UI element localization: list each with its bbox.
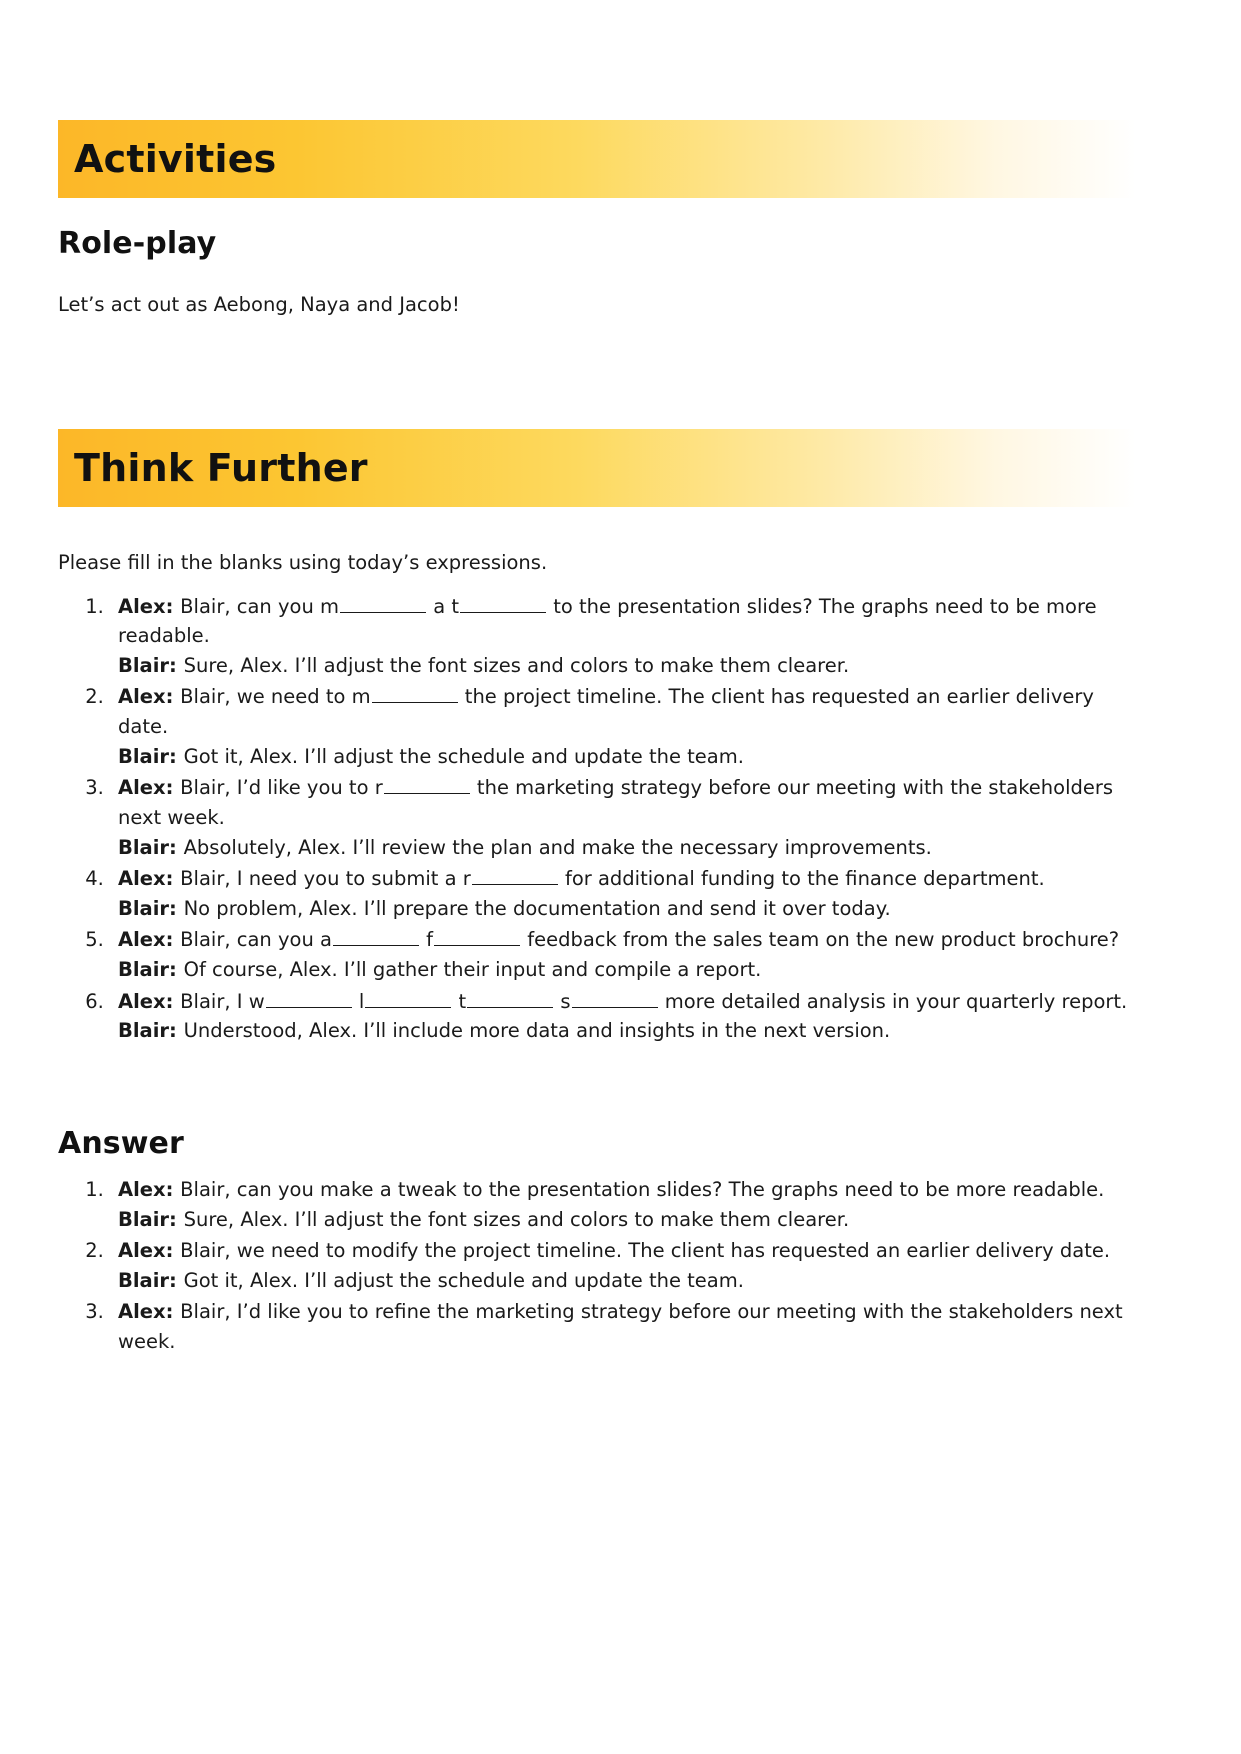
alex-line: 4. Alex: Blair, I need you to submit a r for additional funding to the finance department. xyxy=(118,867,1045,891)
speaker-label-blair: Blair: xyxy=(118,958,184,982)
think-further-item xyxy=(110,987,1136,1046)
fill-in-blank[interactable] xyxy=(460,593,546,613)
speaker-label-blair: Blair: xyxy=(118,1207,184,1231)
speaker-label-blair: Blair: xyxy=(118,896,184,920)
alex-line: 1. Alex: Blair, can you m a t to the presentation slides? The graphs need to be more readable. xyxy=(118,594,1097,648)
fill-in-blank[interactable] xyxy=(572,988,658,1008)
fill-in-blank[interactable] xyxy=(333,927,419,947)
think-further-banner-title: Think Further xyxy=(74,446,368,491)
speaker-label-blair: Blair: xyxy=(118,1268,184,1292)
blair-line: Blair: No problem, Alex. I’ll prepare the documentation and send it over today. xyxy=(118,896,891,920)
speaker-label-blair: Blair: xyxy=(118,835,184,859)
think-further-banner xyxy=(58,429,1136,507)
alex-line: 3. Alex: Blair, I’d like you to r the marketing strategy before our meeting with the stakeholders next week. xyxy=(118,776,1114,829)
think-further-item xyxy=(110,682,1136,771)
role-play-body: Let’s act out as Aebong, Naya and Jacob! xyxy=(58,293,460,316)
think-further-item xyxy=(110,864,1136,923)
fill-in-blank[interactable] xyxy=(384,775,470,795)
alex-line: 1. Alex: Blair, can you make a tweak to the presentation slides? The graphs need to be more readable. xyxy=(118,1177,1105,1201)
speaker-label-alex: Alex: xyxy=(118,1239,181,1263)
alex-line: 6. Alex: Blair, I w l t s more detailed analysis in your quarterly report. xyxy=(118,989,1128,1013)
speaker-label-alex: Alex: xyxy=(118,594,181,618)
alex-line: 5. Alex: Blair, can you a f feedback from the sales team on the new product brochure? xyxy=(118,928,1120,952)
think-further-item xyxy=(110,773,1136,862)
blair-line: Blair: Understood, Alex. I’ll include more data and insights in the next version. xyxy=(118,1019,891,1043)
answer-item xyxy=(110,1175,1136,1234)
answer-list xyxy=(58,1175,1136,1357)
speaker-label-alex: Alex: xyxy=(118,1177,181,1201)
blair-line: Blair: Sure, Alex. I’ll adjust the font sizes and colors to make them clearer. xyxy=(118,653,850,677)
speaker-label-alex: Alex: xyxy=(118,776,181,800)
role-play-heading: Role-play xyxy=(58,226,217,261)
fill-in-blank[interactable] xyxy=(266,988,352,1008)
blair-line: Blair: Of course, Alex. I’ll gather their input and compile a report. xyxy=(118,958,762,982)
fill-in-blank[interactable] xyxy=(472,866,558,886)
speaker-label-alex: Alex: xyxy=(118,867,181,891)
speaker-label-alex: Alex: xyxy=(118,685,181,709)
think-further-list xyxy=(58,592,1136,1046)
speaker-label-alex: Alex: xyxy=(118,928,181,952)
blair-line: Blair: Got it, Alex. I’ll adjust the schedule and update the team. xyxy=(118,1268,744,1292)
fill-in-blank[interactable] xyxy=(467,988,553,1008)
activities-banner xyxy=(58,120,1136,198)
fill-in-blank[interactable] xyxy=(434,927,520,947)
fill-in-blank[interactable] xyxy=(340,593,426,613)
think-further-item xyxy=(110,925,1136,984)
alex-line: 3. Alex: Blair, I’d like you to refine the marketing strategy before our meeting with the stakeholders next week. xyxy=(118,1300,1123,1354)
activities-banner-title: Activities xyxy=(74,137,277,181)
answer-item xyxy=(110,1236,1136,1295)
think-further-instruction: Please fill in the blanks using today’s expressions. xyxy=(58,551,548,575)
speaker-label-blair: Blair: xyxy=(118,744,184,768)
blair-line: Blair: Sure, Alex. I’ll adjust the font sizes and colors to make them clearer. xyxy=(118,1207,850,1231)
speaker-label-blair: Blair: xyxy=(118,653,184,677)
speaker-label-blair: Blair: xyxy=(118,1019,184,1043)
fill-in-blank[interactable] xyxy=(365,988,451,1008)
blair-line: Blair: Absolutely, Alex. I’ll review the plan and make the necessary improvements. xyxy=(118,835,932,859)
alex-line: 2. Alex: Blair, we need to modify the project timeline. The client has requested an earlier delivery date. xyxy=(118,1239,1111,1263)
alex-line: 2. Alex: Blair, we need to m the project timeline. The client has requested an earlier delivery date. xyxy=(118,685,1094,739)
answer-item xyxy=(110,1297,1136,1356)
speaker-label-alex: Alex: xyxy=(118,989,181,1013)
blair-line: Blair: Got it, Alex. I’ll adjust the schedule and update the team. xyxy=(118,744,744,768)
speaker-label-alex: Alex: xyxy=(118,1300,181,1324)
think-further-item xyxy=(110,592,1136,681)
fill-in-blank[interactable] xyxy=(372,684,458,704)
answer-heading: Answer xyxy=(58,1125,184,1161)
